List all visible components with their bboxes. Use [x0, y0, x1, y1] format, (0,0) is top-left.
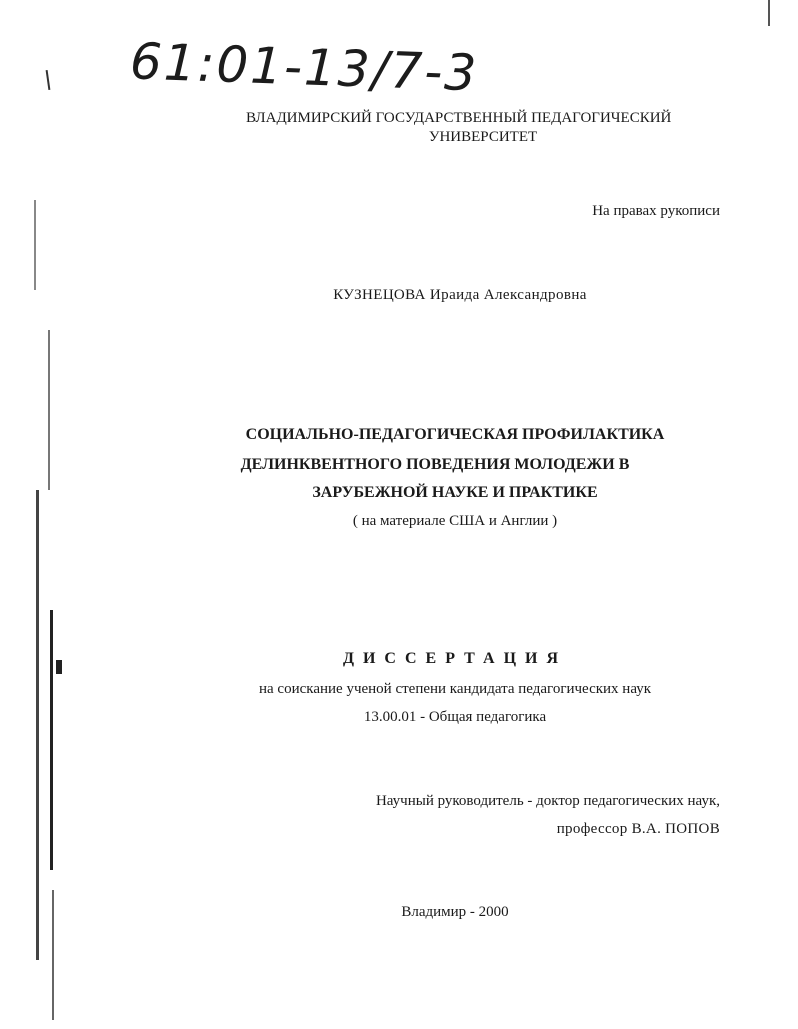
- scan-mark: [768, 0, 770, 26]
- author-name: КУЗНЕЦОВА Ираида Александровна: [333, 287, 587, 303]
- archive-stamp: 61:01-13/7-3: [129, 32, 480, 103]
- title-line-3: ЗАРУБЕЖНОЙ НАУКЕ И ПРАКТИКЕ: [312, 484, 598, 501]
- scan-edge-artifact: [30, 190, 64, 1020]
- title-line-2: ДЕЛИНКВЕНТНОГО ПОВЕДЕНИЯ МОЛОДЕЖИ В: [240, 456, 630, 473]
- supervisor-line-1: Научный руководитель - доктор педагогических наук,: [375, 793, 720, 809]
- city-year: Владимир - 2000: [401, 904, 509, 920]
- work-type-label: ДИССЕРТАЦИЯ: [342, 650, 568, 667]
- speciality-line: 13.00.01 - Общая педагогика: [363, 709, 547, 725]
- rights-note: На правах рукописи: [592, 203, 720, 219]
- title-line-1: СОЦИАЛЬНО-ПЕДАГОГИЧЕСКАЯ ПРОФИЛАКТИКА: [245, 426, 665, 443]
- title-subtitle: ( на материале США и Англии ): [352, 513, 558, 529]
- scan-mark: [46, 70, 51, 90]
- university-name-line-2: УНИВЕРСИТЕТ: [428, 129, 538, 145]
- university-name-line-1: ВЛАДИМИРСКИЙ ГОСУДАРСТВЕННЫЙ ПЕДАГОГИЧЕСКИЙ: [246, 110, 672, 126]
- degree-line: на соискание ученой степени кандидата педагогических наук: [258, 681, 652, 697]
- supervisor-line-2: профессор В.А. ПОПОВ: [556, 821, 720, 837]
